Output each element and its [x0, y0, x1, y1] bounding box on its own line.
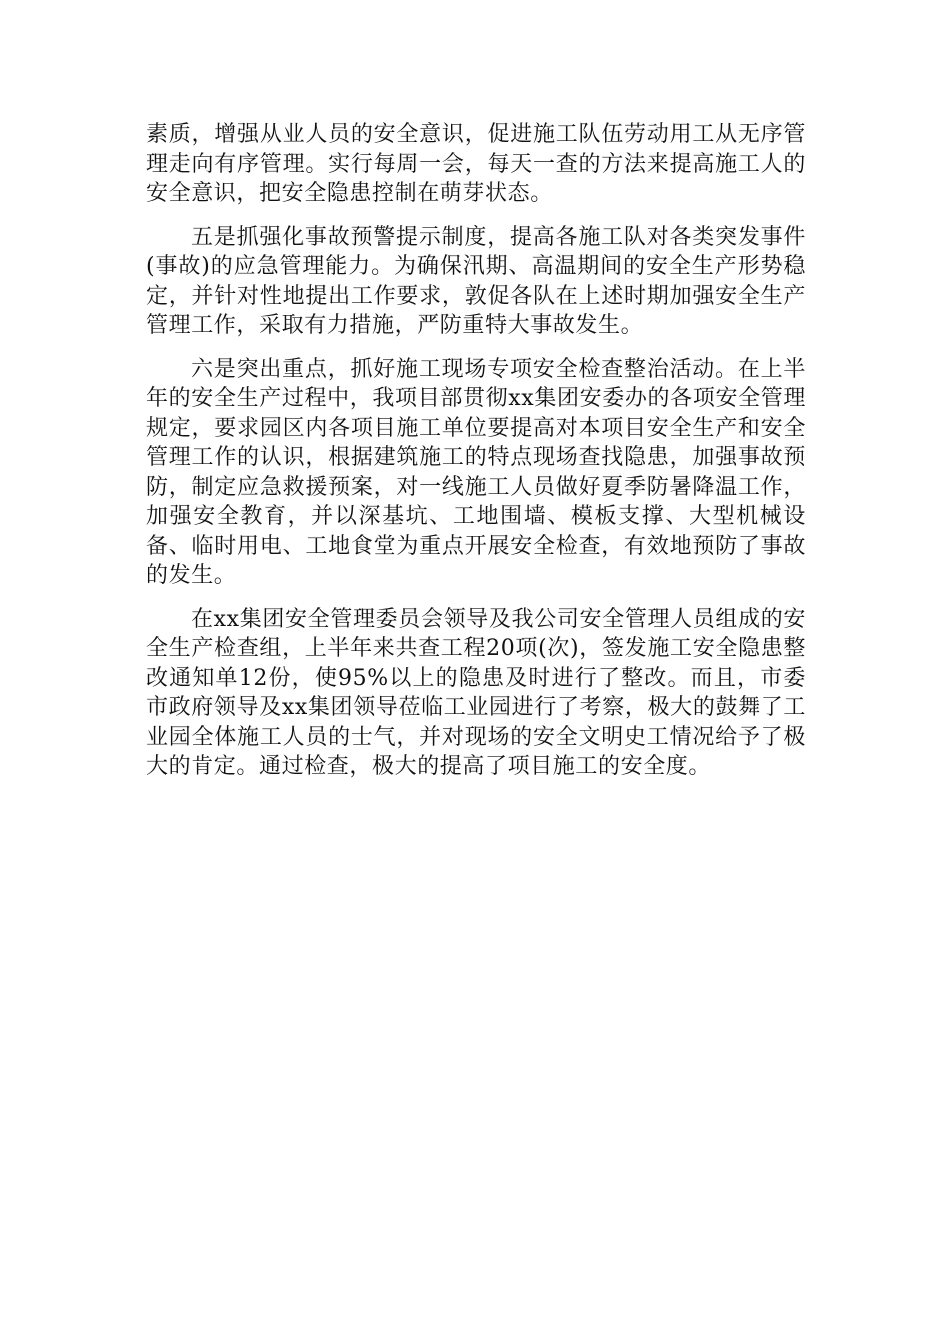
- paragraph-inspection-summary: 在xx集团安全管理委员会领导及我公司安全管理人员组成的安全生产检查组，上半年来共查工程20项(次)，签发施工安全隐患整改通知单12份，使95%以上的隐患及时进行了整改。而且，市委市政府领导及xx集团领导莅临工业园进行了考察，极大的鼓舞了工业园全体施工人员的士气，并对现场的安全文明史工情况给予了极大的肯定。通过检查，极大的提高了项目施工的安全度。: [146, 606, 806, 779]
- paragraph-item-six: 六是突出重点，抓好施工现场专项安全检查整治活动。在上半年的安全生产过程中，我项目部贯彻xx集团安委办的各项安全管理规定，要求园区内各项目施工单位要提高对本项目安全生产和安全管理工作的认识，根据建筑施工的特点现场查找隐患，加强事故预防，制定应急救援预案，对一线施工人员做好夏季防暑降温工作，加强安全教育，并以深基坑、工地围墙、模板支撑、大型机械设备、临时用电、工地食堂为重点开展安全检查，有效地预防了事故的发生。: [146, 356, 806, 588]
- paragraph-continuation: 素质，增强从业人员的安全意识，促进施工队伍劳动用工从无序管理走向有序管理。实行每周一会，每天一查的方法来提高施工人的安全意识，把安全隐患控制在萌芽状态。: [146, 122, 806, 206]
- document-body: [146, 120, 806, 796]
- paragraph-item-five: 五是抓强化事故预警提示制度，提高各施工队对各类突发事件(事故)的应急管理能力。为确保汛期、高温期间的安全生产形势稳定，并针对性地提出工作要求，敦促各队在上述时期加强安全生产管理工作，采取有力措施，严防重特大事故发生。: [146, 224, 806, 338]
